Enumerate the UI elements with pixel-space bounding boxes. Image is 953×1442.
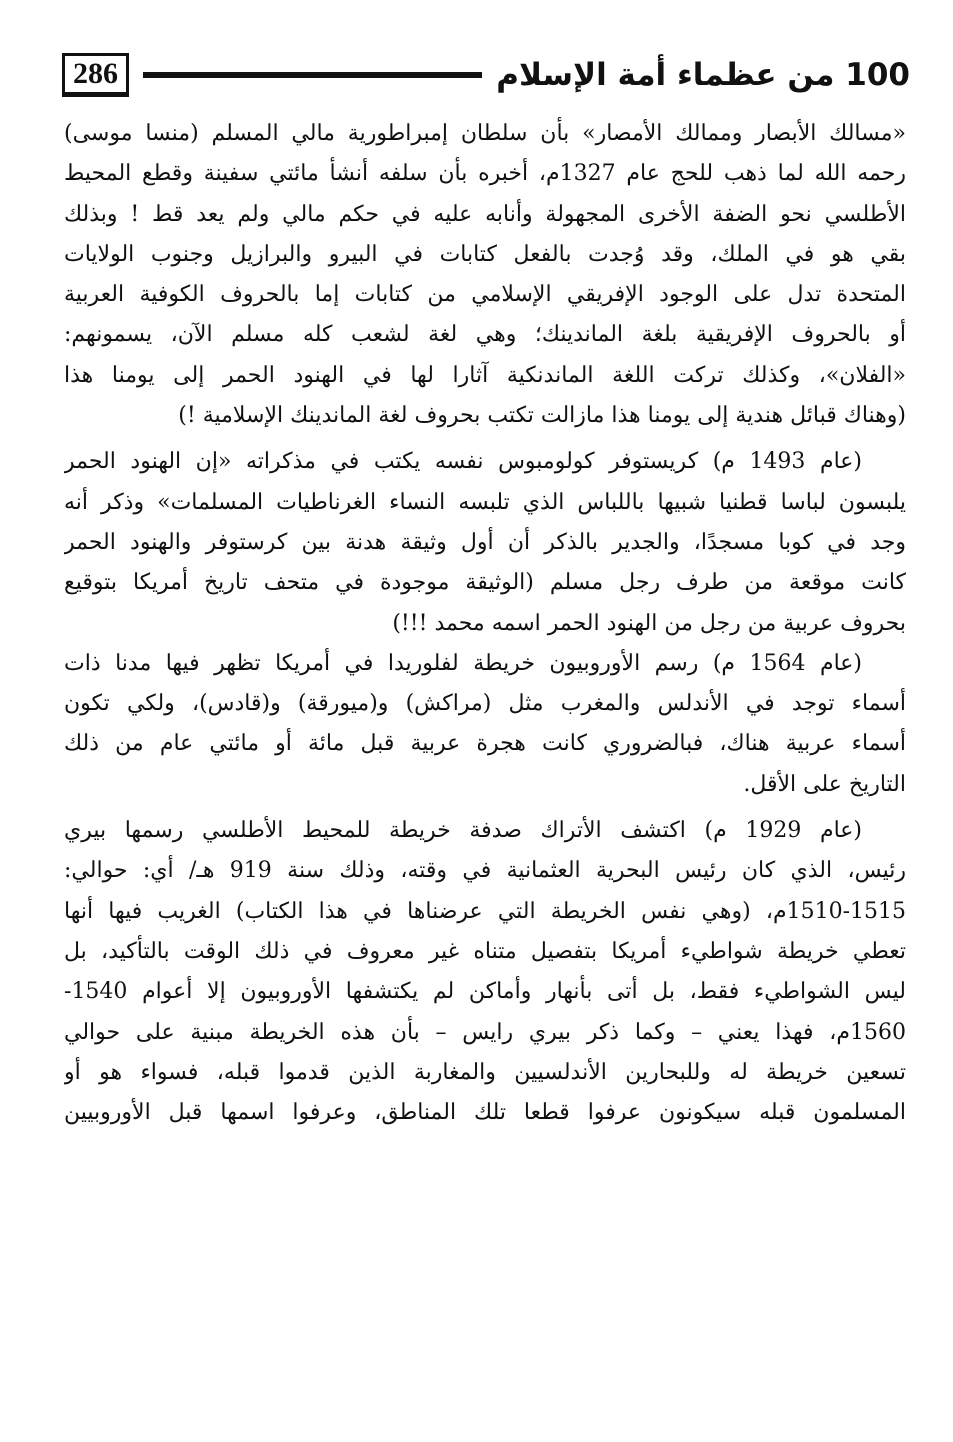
text-line: وجد في كوبا مسجدًا، والجدير بالذكر أن أول وثيقة هدنة بين كرستوفر والهنود الحمر [64,529,906,555]
text-line: 1510-1515م، (وهي نفس الخريطة التي عرضناها في هذا الكتاب) الغريب فيها أنها [64,898,906,924]
text-line: رئيس، الذي كان رئيس البحرية العثمانية في وقته، وذلك سنة 919 هـ/ أي: حوالي: [64,858,906,884]
body-text [64,114,906,1133]
text-line: الأطلسي نحو الضفة الأخرى المجهولة وأنابه عليه في حكم مالي ولم يعد قط ! وبذلك [64,201,906,227]
page-header [62,50,910,100]
text-line: كانت موقعة من طرف رجل مسلم (الوثيقة موجودة في متحف تاريخ أمريكا بتوقيع [64,570,906,596]
text-line: تعطي خريطة شواطيء أمريكا بتفصيل متناه غير معروف في ذلك الوقت بالتأكيد، بل [64,938,906,964]
text-line: أو بالحروف الإفريقية بلغة الماندينك؛ وهي لغة لشعب كله مسلم الآن، يسمونهم: [64,322,906,348]
text-line: يلبسون لباسا قطنيا شبيها باللباس الذي تلبسه النساء الغرناطيات المسلمات» وذكر أنه [64,489,906,515]
text-line: 1560م، فهذا يعني – وكما ذكر بيري رايس – بأن هذه الخريطة مبنية على حوالي [64,1019,906,1045]
book-title: 100 من عظماء أمة الإسلام [496,57,910,93]
text-line: رحمه الله لما ذهب للحج عام 1327م، أخبره بأن سلفه أنشأ مائتي سفينة وقطع المحيط [64,161,906,187]
text-line: (عام 1929 م) اكتشف الأتراك صدفة خريطة للمحيط الأطلسي رسمها بيري [64,818,862,844]
text-line: «الفلان»، وكذلك تركت اللغة الماندنكية آثارا لها في الهنود الحمر إلى يومنا هذا [64,362,906,388]
header-rule [143,72,482,78]
text-line: ليس الشواطيء فقط، بل أتى بأنهار وأماكن لم يكتشفها الأوروبيون إلا أعوام 1540- [64,979,906,1005]
text-line: أسماء عربية هناك، فبالضروري كانت هجرة عربية قبل مائة أو مائتي عام من ذلك [64,731,906,757]
text-line: أسماء توجد في الأندلس والمغرب مثل (مراكش) و(ميورقة) و(قادس)، ولكي تكون [64,691,906,717]
text-line: (عام 1564 م) رسم الأوروبيون خريطة لفلوريدا في أمريكا تظهر فيها مدنا ذات [64,650,862,676]
page-number: 286 [62,53,129,97]
text-line: (وهناك قبائل هندية إلى يومنا هذا مازالت تكتب بحروف لغة الماندينك الإسلامية !) [178,403,906,429]
text-line: «مسالك الأبصار وممالك الأمصار» بأن سلطان إمبراطورية مالي المسلم (منسا موسى) [64,121,906,146]
text-line: تسعين خريطة له وللبحارين الأندلسيين والمغاربة الذين قدموا قبله، فسواء هو أو [64,1059,906,1085]
text-line: التاريخ على الأقل. [743,771,906,797]
text-line: بقي هو في الملك، وقد وُجدت بالفعل كتابات في البيرو والبرازيل وجنوب الولايات [64,241,906,267]
text-line: بحروف عربية من رجل من الهنود الحمر اسمه محمد !!!) [392,610,906,636]
text-line: (عام 1493 م) كريستوفر كولومبوس نفسه يكتب في مذكراته «إن الهنود الحمر [64,449,862,475]
text-line: المتحدة تدل على الوجود الإفريقي الإسلامي من كتابات إما بالحروف الكوفية العربية [64,282,906,308]
text-line: المسلمون قبله سيكونون عرفوا قطعا تلك المناطق، وعرفوا اسمها قبل الأوروبيين [64,1100,906,1126]
